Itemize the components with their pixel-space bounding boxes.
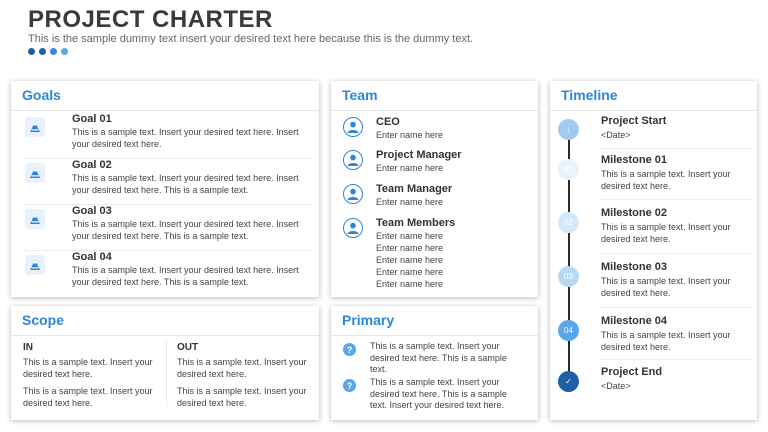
member-name: Enter name here	[376, 243, 444, 253]
timeline-node: ↓	[558, 119, 579, 140]
goal-desc: This is a sample text. Insert your desired text here. Insert your desired text here. This is a sample text.	[72, 219, 299, 241]
question-icon: ?	[343, 343, 356, 356]
divider	[601, 199, 751, 200]
timeline-item-name: Milestone 01	[601, 154, 668, 166]
member-name: Enter name here	[376, 267, 444, 277]
timeline-item	[601, 315, 751, 353]
timeline-item-name: Project Start	[601, 115, 667, 127]
member-role: CEO	[376, 116, 400, 128]
member-names	[376, 230, 443, 290]
goal-icon	[25, 255, 45, 275]
member-role: Project Manager	[376, 149, 462, 161]
user-icon	[343, 117, 363, 137]
timeline-item	[601, 207, 751, 245]
divider	[601, 148, 751, 149]
timeline-item-desc: This is a sample text. Insert your desired text here.	[601, 169, 731, 191]
timeline-item-desc: This is a sample text. Insert your desired text here.	[601, 276, 731, 298]
scope-in	[23, 342, 173, 414]
scope-out-label: OUT	[177, 342, 199, 353]
divider	[601, 253, 751, 254]
member-names	[376, 196, 443, 208]
timeline-title: Timeline	[561, 87, 618, 103]
goal-icon	[25, 209, 45, 229]
timeline-item	[601, 115, 751, 142]
primary-item-text: This is a sample text. Insert your desired text here. This is a sample text.	[370, 341, 507, 374]
goal-desc: This is a sample text. Insert your desired text here. Insert your desired text here. This is a sample text.	[72, 173, 299, 195]
member-name: Enter name here	[376, 130, 444, 140]
member-role: Team Members	[376, 217, 456, 229]
timeline-item-desc: This is a sample text. Insert your desired text here.	[601, 330, 731, 352]
page-subtitle: This is the sample dummy text insert your desired text here because this is the dummy text.	[28, 33, 474, 45]
scope-out-text: This is a sample text. Insert your desired text here.	[177, 357, 307, 379]
primary-item-text: This is a sample text. Insert your desired text here. This is a sample text. Insert your desired text here.	[370, 377, 507, 410]
timeline-item-name: Milestone 04	[601, 315, 668, 327]
primary-title: Primary	[342, 312, 395, 328]
timeline-item-desc: <Date>	[601, 130, 631, 140]
divider	[166, 340, 167, 406]
member-name: Enter name here	[376, 163, 444, 173]
member-name: Enter name here	[376, 255, 444, 265]
goals-card	[11, 81, 319, 297]
dot-2	[39, 48, 46, 55]
divider	[11, 335, 319, 336]
goals-title: Goals	[22, 87, 61, 103]
goal-name: Goal 02	[72, 159, 112, 171]
primary-card	[331, 306, 538, 420]
goal-item	[23, 251, 311, 297]
scope-out	[177, 342, 327, 414]
goal-name: Goal 04	[72, 251, 112, 263]
timeline-item-desc: This is a sample text. Insert your desired text here.	[601, 222, 731, 244]
divider	[331, 110, 538, 111]
dot-1	[28, 48, 35, 55]
team-card	[331, 81, 538, 297]
scope-out-text: This is a sample text. Insert your desired text here.	[177, 386, 307, 408]
divider	[550, 110, 757, 111]
divider	[331, 335, 538, 336]
member-role: Team Manager	[376, 183, 453, 195]
user-icon	[343, 150, 363, 170]
goal-desc: This is a sample text. Insert your desired text here. Insert your desired text here.	[72, 127, 299, 149]
member-names	[376, 162, 443, 174]
member-name: Enter name here	[376, 197, 444, 207]
timeline-card	[550, 81, 757, 420]
timeline-node: 04	[558, 320, 579, 341]
scope-in-text: This is a sample text. Insert your desired text here.	[23, 357, 153, 379]
goal-icon	[25, 163, 45, 183]
scope-in-text: This is a sample text. Insert your desired text here.	[23, 386, 153, 408]
goal-desc: This is a sample text. Insert your desired text here. Insert your desired text here. This is a sample text.	[72, 265, 299, 287]
divider	[11, 110, 319, 111]
timeline-item-name: Milestone 03	[601, 261, 668, 273]
timeline-node: 01	[558, 159, 579, 180]
scope-in-label: IN	[23, 342, 33, 353]
member-name: Enter name here	[376, 231, 444, 241]
timeline-item	[601, 261, 751, 299]
member-name: Enter name here	[376, 279, 444, 289]
scope-title: Scope	[22, 312, 65, 328]
timeline-node: ✓	[558, 371, 579, 392]
goal-item	[23, 113, 311, 159]
goal-item	[23, 159, 311, 205]
goal-icon	[25, 117, 45, 137]
dot-4	[61, 48, 68, 55]
goal-name: Goal 01	[72, 113, 112, 125]
title-dots	[28, 48, 68, 55]
goal-name: Goal 03	[72, 205, 112, 217]
member-names	[376, 129, 443, 141]
question-icon: ?	[343, 379, 356, 392]
timeline-item-name: Project End	[601, 366, 663, 378]
goal-item	[23, 205, 311, 251]
user-icon	[343, 218, 363, 238]
scope-card	[11, 306, 319, 420]
team-title: Team	[342, 87, 378, 103]
page-title: PROJECT CHARTER	[28, 6, 273, 33]
divider	[601, 359, 751, 360]
timeline-item	[601, 154, 751, 192]
timeline-item-desc: <Date>	[601, 381, 631, 391]
timeline-item	[601, 366, 751, 393]
timeline-item-name: Milestone 02	[601, 207, 668, 219]
timeline-node: 02	[558, 212, 579, 233]
timeline-node: 03	[558, 266, 579, 287]
dot-3	[50, 48, 57, 55]
divider	[601, 307, 751, 308]
user-icon	[343, 184, 363, 204]
